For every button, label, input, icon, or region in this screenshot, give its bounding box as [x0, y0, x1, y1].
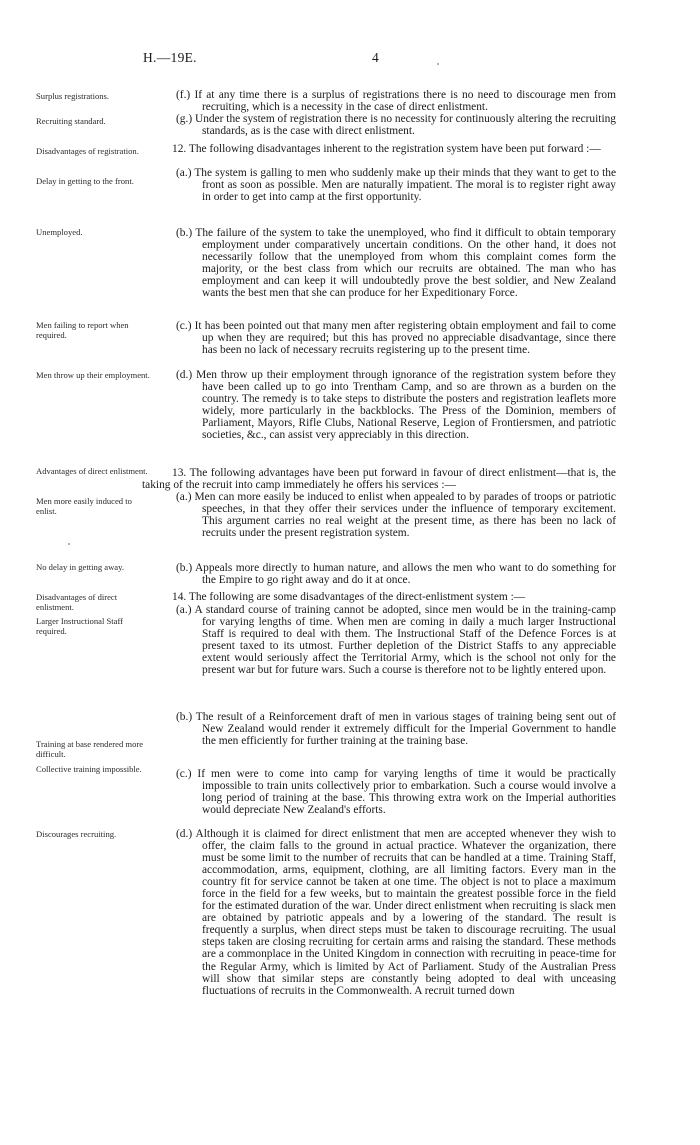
margin-note: Collective training impossible.	[36, 764, 142, 774]
margin-note: Delay in getting to the front.	[36, 176, 134, 186]
margin-note: Disadvantages of registration.	[36, 146, 139, 156]
paragraph: 13. The following advantages have been put forward in favour of direct enlistment—that is, the taking of the recruit into camp immediately he offers his services :—	[142, 467, 616, 492]
list-item: (b.) The failure of the system to take the unemployed, who find it difficult to obtain temporary employment under comparatively uncertain conditions. On the other hand, it does not necessarily follow that the unemployed from whom this complaint comes form the majority, or the best class from which our recruits are obtained. The man who has employment and can keep it will undoubtedly prove the best soldier, and New Zealand wants the best men that she can produce for her Expeditionary Force.	[176, 227, 616, 300]
margin-note: Surplus registrations.	[36, 91, 110, 101]
margin-note: Recruiting standard.	[36, 116, 106, 126]
margin-note: Men failing to report when required.	[36, 320, 129, 340]
margin-note: Disadvantages of direct enlistment.	[36, 592, 118, 612]
list-item: (a.) Men can more easily be induced to enlist when appealed to by parades of troops or patriotic speeches, in that they offer their services under the influence of temporary excitement. This argument carries no real weight at the present time, as there has been no lack of recruits under the present registration system.	[176, 491, 616, 540]
page-header	[0, 50, 700, 66]
document-reference: H.—19E.	[143, 50, 197, 65]
list-item: (f.) If at any time there is a surplus of registrations there is no need to discourage men from recruiting, which is a necessity in the case of direct enlistment.	[176, 89, 616, 114]
margin-note: Men more easily induced to enlist.	[36, 496, 132, 516]
list-item: (b.) The result of a Reinforcement draft of men in various stages of training being sent out of New Zealand would render it extremely difficult for the Imperial Government to handle the men efficiently for further training at the training base.	[176, 711, 616, 748]
list-item: (a.) The system is galling to men who suddenly make up their minds that they want to get to the front as soon as possible. Men are naturally impatient. The moral is to register right away in order to get into camp at the first opportunity.	[176, 167, 616, 204]
page-number: 4	[372, 50, 379, 65]
margin-note: Unemployed.	[36, 227, 83, 237]
margin-note: Larger Instructional Staff required.	[36, 616, 124, 636]
margin-note: Training at base rendered more difficult.	[36, 739, 144, 759]
list-item: (b.) Appeals more directly to human nature, and allows the men who want to do something for the Empire to go right away and do it at once.	[176, 562, 616, 587]
margin-note: No delay in getting away.	[36, 562, 124, 572]
margin-note: Discourages recruiting.	[36, 829, 117, 839]
list-item: (d.) Men throw up their employment through ignorance of the registration system before they have been called up to go into Trentham Camp, and so are thrown as a burden on the country. The remedy is to take steps to distribute the posters and registration leaflets more widely, more particularly in the backblocks. The Press of the Dominion, members of Parliament, Mayors, Rifle Clubs, National Reserve, Legion of Frontiersmen, and patriotic societies, &c., can assist very appreciably in this direction.	[176, 369, 616, 442]
paragraph: 14. The following are some disadvantages of the direct-enlistment system :—	[172, 591, 526, 603]
list-item: (d.) Although it is claimed for direct enlistment that men are accepted whenever they wish to offer, the claim falls to the ground in actual practice. Whatever the organization, there must be some limit to the number of recruits that can be handled at a time. Training Staff, accommodation, arms, equipment, clothing, are all limiting factors. Every man in the country fit for service cannot be taken at one time. The object is not to place a maximum force in the field for a few weeks, but to maintain the greatest possible force in the field for the estimated duration of the war. Under direct enlistment when recruiting is slack men are obtained by patriotic appeals and by a lowering of the standard. The result is frequently a surplus, when direct steps must be taken to discourage recruiting. The usual steps taken are closing recruiting for certain arms and raising the standard. These methods are a commonplace in the United Kingdom in connection with recruiting in peace-time for the Regular Army, which is limited by Act of Parliament. Study of the Australian Press will show that similar steps are constantly being adopted to deal with unceasing fluctuations of recruits in the Commonwealth. A recruit turned down	[176, 828, 616, 997]
paragraph: 12. The following disadvantages inherent to the registration system have been put forward :—	[172, 143, 601, 155]
speck-mark	[437, 63, 439, 65]
list-item: (c.) If men were to come into camp for varying lengths of time it would be practically impossible to train units collectively prior to embarkation. Such a course would involve a long period of training at the base. This throwing extra work on the Imperial authorities would depreciate New Zealand's efforts.	[176, 768, 616, 817]
margin-note: Men throw up their employment.	[36, 370, 150, 380]
speck-mark	[68, 543, 70, 545]
list-item: (c.) It has been pointed out that many men after registering obtain employment and fail to come up when they are required; but this has proved no appreciable disadvantage, since there has been no lack of necessary recruits registering up to the present time.	[176, 320, 616, 357]
list-item: (a.) A standard course of training cannot be adopted, since men would be in the training-camp for varying lengths of time. When men are coming in daily a much larger Instructional Staff is required to deal with them. The Instructional Staff of the Defence Forces is at present taxed to its utmost. Further depletion of the District Staffs to any appreciable extent would seriously affect the Territorial Army, which is the school not only for the present war but for future wars. Such a course is therefore not to be lightly entered upon.	[176, 604, 616, 677]
list-item: (g.) Under the system of registration there is no necessity for continuously altering the recruiting standards, as is the case with direct enlistment.	[176, 113, 617, 138]
margin-note: Advantages of direct enlistment.	[36, 466, 148, 476]
